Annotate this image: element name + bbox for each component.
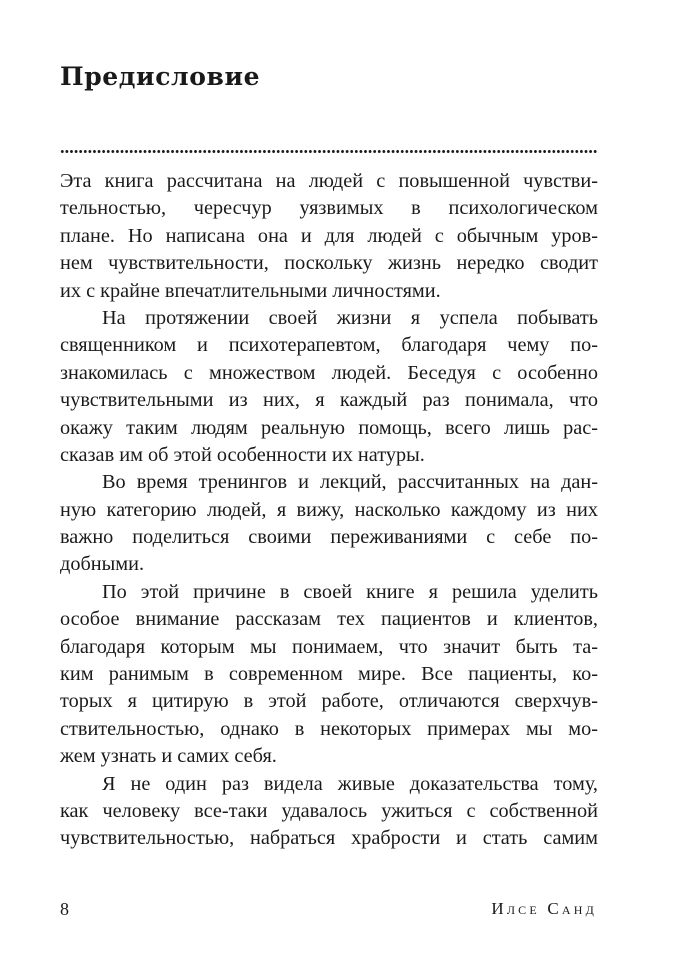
text-line: знакомилась с множеством людей. Беседуя с особенно [60, 361, 598, 384]
text-line: добными. [60, 553, 145, 576]
text-line: плане. Но написана она и для людей с обычным уров- [60, 224, 598, 247]
text-line: торых я цитирую в этой работе, отличаются сверхчув- [60, 690, 598, 713]
text-line: особое внимание рассказам тех пациентов и клиентов, [60, 608, 598, 631]
text-line: как человеку все-таки удавалось ужиться с собственной [60, 799, 598, 822]
text-line: ствительностью, однако в некоторых примерах мы мо- [60, 717, 598, 740]
text-line: священником и психотерапевтом, благодаря чему по- [60, 334, 598, 357]
running-footer-author: Илсе Санд [491, 899, 597, 918]
page-number: 8 [60, 899, 69, 919]
text-line: сказав им об этой особенности их натуры. [60, 443, 425, 466]
body-text [60, 168, 598, 853]
text-line: Я не один раз видела живые доказательства тому, [102, 772, 598, 795]
chapter-heading: Предисловие [60, 62, 261, 91]
text-line: жем узнать и самих себя. [60, 745, 277, 768]
text-line: По этой причине в своей книге я решила уделить [102, 580, 598, 603]
text-line: ную категорию людей, я вижу, насколько каждому из них [60, 498, 598, 521]
text-line: нем чувствительности, поскольку жизнь нередко сводит [60, 252, 598, 275]
text-line: тельностью, чересчур уязвимых в психологическом [60, 197, 598, 220]
text-line: благодаря которым мы понимаем, что значит быть та- [60, 635, 598, 658]
text-line: Эта книга рассчитана на людей с повышенной чувстви- [60, 170, 598, 192]
text-line: ким ранимым в современном мире. Все пациенты, ко- [60, 663, 598, 686]
text-line: чувствительными из них, я каждый раз понимала, что [60, 389, 598, 412]
dotted-divider [60, 149, 598, 154]
text-line: чувствительностью, набраться храбрости и стать самим [60, 827, 598, 850]
text-line: важно поделиться своими переживаниями с себе по- [60, 526, 598, 549]
text-line: На протяжении своей жизни я успела побывать [102, 306, 598, 329]
text-line: окажу таким людям реальную помощь, всего лишь рас- [60, 416, 598, 439]
text-line: Во время тренингов и лекций, рассчитанных на дан- [102, 471, 598, 494]
text-line: их с крайне впечатлительными личностями. [60, 279, 441, 302]
